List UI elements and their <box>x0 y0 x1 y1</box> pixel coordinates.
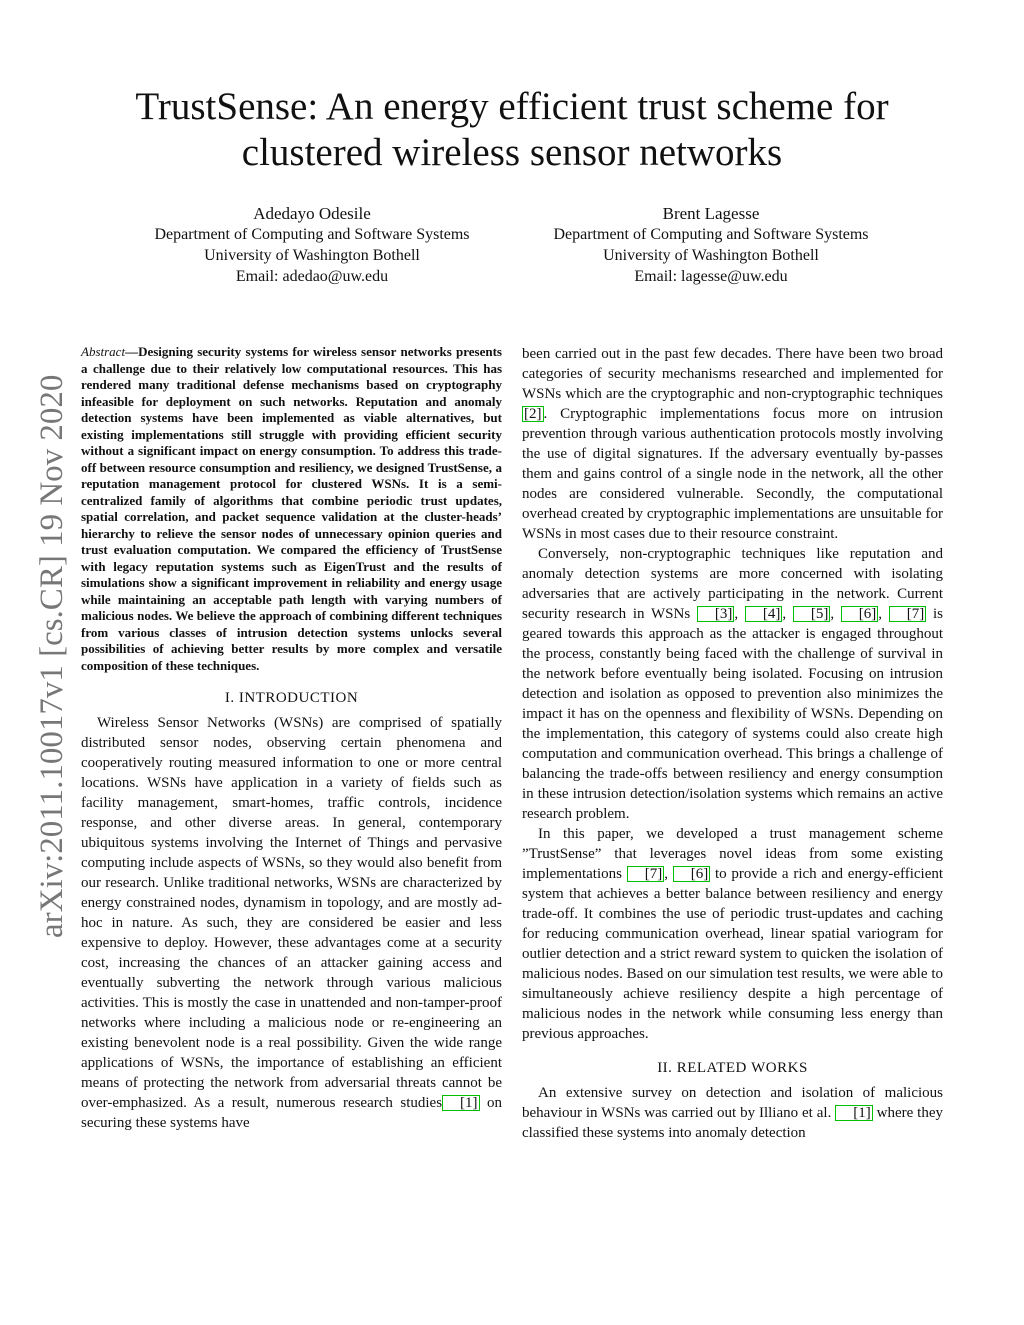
paragraph-intro-2 <box>522 344 943 544</box>
left-column <box>81 344 502 1133</box>
paragraph-intro-4 <box>522 824 943 1044</box>
separator: , <box>664 866 673 882</box>
citation-link[interactable]: [7] <box>627 866 665 882</box>
paragraph-related-1 <box>522 1083 943 1143</box>
author-email: Email: adedao@uw.edu <box>235 268 389 285</box>
paragraph-text: Conversely, non-cryptographic techniques like reputation and anomaly detection systems are more concerned with isolating adversaries that are actively participating in the network. Current security research in WSNs <box>522 546 943 622</box>
author-department: Department of Computing and Software Systems <box>154 226 470 243</box>
separator: , <box>782 606 793 622</box>
section-heading-related-works <box>522 1058 943 1078</box>
author-university: University of Washington Bothell <box>603 247 819 264</box>
paragraph-intro-1 <box>81 713 502 1133</box>
paragraph-text: is geared towards this approach as the attacker is engaged throughout the process, constantly being faced with the challenge of survival in the network before eventually being isolated. Focusing on intrusion detection and isolation as opposed to prevention also minimizes the impact it has on the openness and flexibility of WSNs. Depending on the implementation, this category of systems could also create high computation and communication overhead. This brings a challenge of balancing the trade-offs between resiliency and energy consumption in these intrusion detection/isolation systems which remains an active research problem. <box>522 606 943 822</box>
separator: , <box>734 606 745 622</box>
abstract-text: —Designing security systems for wireless sensor networks presents a challenge due to their relatively low computational resources. This has rendered many traditional defense mechanisms based on cryptography infeasible for deployment on such networks. Reputation and anomaly detection systems have been implemented as viable alternatives, but existing implementations still struggle with providing efficient security without a significant impact on energy consumption. To address this trade-off between resource consumption and resiliency, we designed TrustSense, a reputation management protocol for clustered WSNs. It is a semi-centralized family of algorithms that combine periodic trust updates, spatial correlation, and packet sequence validation at the cluster-heads’ hierarchy to relieve the sensor nodes of unnecessary opinion queries and trust evaluation computation. We compared the efficiency of TrustSense with legacy reputation systems such as EigenTrust and the results of simulations show a significant improvement in reliability and energy usage while maintaining an acceptable path length with varying numbers of malicious nodes. We believe the approach of combining different techniques from various classes of intrusion detection systems unlocks several possibilities of achieving better results by more complex and versatile composition of these techniques. <box>81 344 502 673</box>
section-title-rest: ORKS <box>765 1060 808 1076</box>
section-title-rest: NTRODUCTION <box>244 690 359 706</box>
section-number: I. <box>224 690 239 706</box>
section-number: II. <box>657 1060 677 1076</box>
separator: , <box>830 606 841 622</box>
right-column <box>522 344 943 1143</box>
author-department: Department of Computing and Software Systems <box>553 226 869 243</box>
paragraph-text: to provide a rich and energy-efficient system that achieves a better balance between resiliency and energy trade-off. It combines the use of periodic trust-updates and caching for reducing communication overhead, linear spatial variogram for outlier detection and a strict reward system to quicken the isolation of malicious nodes. Based on our simulation test results, we were able to simultaneously achieve resiliency despite a high percentage of malicious nodes in the network while consuming less energy than previous approaches. <box>522 866 944 1042</box>
citation-link[interactable]: [3] <box>697 606 735 622</box>
citation-link[interactable]: [1] <box>442 1095 480 1111</box>
paragraph-intro-3 <box>522 544 943 824</box>
section-title-initial: R <box>676 1060 688 1076</box>
citation-link[interactable]: [6] <box>841 606 879 622</box>
paragraph-text: An extensive survey on detection and isolation of malicious behaviour in WSNs was carried out by Illiano et al. <box>522 1085 943 1121</box>
author-name: Brent Lagesse <box>662 204 760 223</box>
author-university: University of Washington Bothell <box>204 247 420 264</box>
section-title-initial: I <box>238 690 245 706</box>
citation-link[interactable]: [7] <box>889 606 927 622</box>
abstract-label: Abstract <box>81 344 126 359</box>
section-title-rest: ELATED <box>687 1060 752 1076</box>
citation-link[interactable]: [6] <box>673 866 711 882</box>
author-block-2 <box>501 203 921 287</box>
separator: , <box>878 606 889 622</box>
citation-link[interactable]: [1] <box>835 1105 873 1121</box>
paragraph-text: In this paper, we developed a trust management scheme ”TrustSense” that leverages novel ideas from some existing implementations <box>522 826 943 882</box>
citation-link[interactable]: [5] <box>793 606 831 622</box>
author-block-1 <box>102 203 522 287</box>
paragraph-text: Wireless Sensor Networks (WSNs) are comprised of spatially distributed sensor nodes, observing certain phenomena and cooperatively routing measured information to one or more central locations. WSNs have application in a variety of fields such as facility management, smart-homes, traffic controls, incidence response, and other diverse areas. In general, contemporary ubiquitous systems involving the Internet of Things and pervasive computing include aspects of WSNs, so they would also benefit from our research. Unlike traditional networks, WSNs are characterized by energy constrained nodes, dynamism in topology, and are mostly ad-hoc in nature. As such, they are considered be easier and less expensive to deploy. However, these advantages come at a security cost, increasing the chances of an attacker gaining access and eventually subverting the network through various malicious activities. This is mostly the case in unattended and non-tamper-proof networks where including a malicious node or re-engineering an existing benevolent node is a real possibility. Given the wide range applications of WSNs, the importance of establishing an efficient means of protecting the network from adversarial threats cannot be over-emphasized. As a result, numerous research studies <box>81 715 502 1111</box>
citation-link[interactable]: [4] <box>745 606 783 622</box>
arxiv-stamp: arXiv:2011.10017v1 [cs.CR] 19 Nov 2020 <box>34 374 70 938</box>
section-title-initial: W <box>751 1060 766 1076</box>
paragraph-text: where they classified these systems into anomaly detection <box>522 1105 944 1141</box>
citation-link[interactable]: [2] <box>524 406 542 422</box>
author-name: Adedayo Odesile <box>253 204 371 223</box>
author-email: Email: lagesse@uw.edu <box>634 268 788 285</box>
paragraph-text: been carried out in the past few decades. There have been two broad categories of security mechanisms researched and implemented for WSNs which are the cryptographic and non-cryptographic techniques <box>522 346 943 402</box>
section-heading-introduction <box>81 688 502 708</box>
paragraph-text: on securing these systems have <box>81 1095 503 1131</box>
abstract <box>81 344 502 674</box>
paragraph-text: . Cryptographic implementations focus more on intrusion prevention through various authentication protocols mostly involving the use of digital signatures. If the adversary eventually by-passes them and gains control of a single node in the network, all the other nodes are considered vulnerable. Secondly, the computational overhead created by cryptographic implementations are unsuitable for WSNs in most cases due to their resource constraint. <box>522 406 943 542</box>
paper-title: TrustSense: An energy efficient trust scheme for clustered wireless sensor networks <box>135 85 889 174</box>
